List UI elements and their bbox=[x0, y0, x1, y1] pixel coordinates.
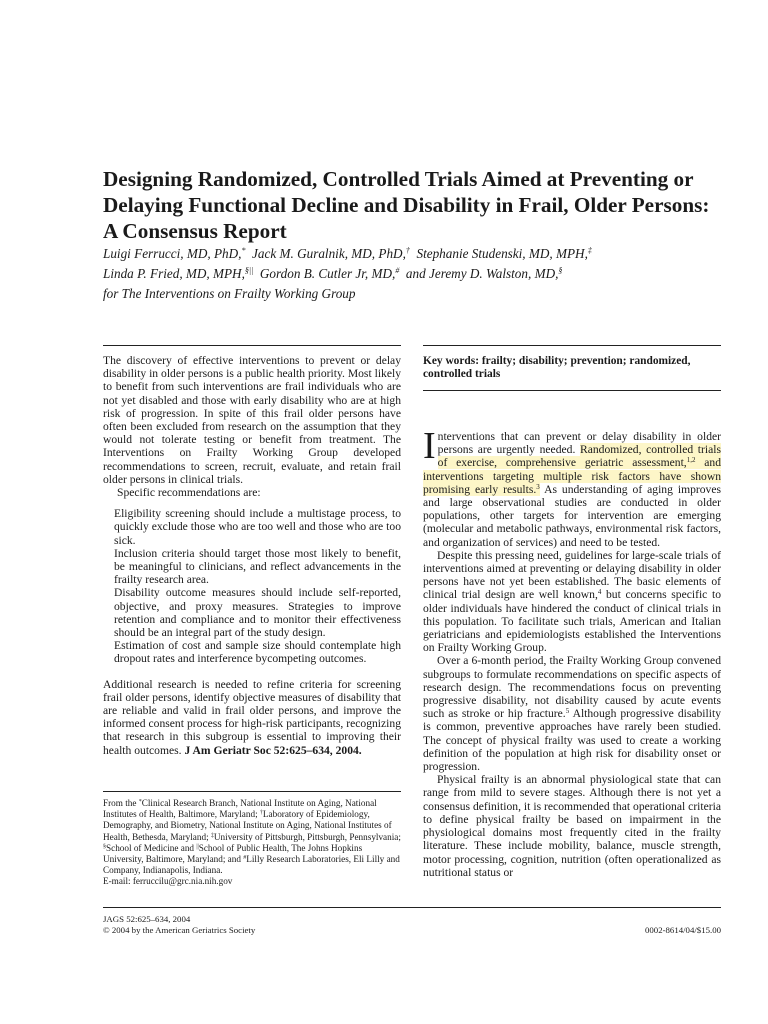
body-text: As understanding of aging improves and large observational studies are conducted in older populations, other targets for intervention are emerging (molecular and metabolic pathways, environmental risk factors, and organization of services) and need to be tested. bbox=[423, 482, 721, 549]
author-mark: §|| bbox=[244, 266, 254, 275]
affiliation-text: School of Public Health, The Johns Hopkins University, Baltimore, Maryland; and bbox=[103, 842, 363, 865]
recommendation-item: Inclusion criteria should target those most likely to benefit, be meaningful to clinicians, and reflect advancements in the frailty research area. bbox=[114, 546, 401, 587]
author-mark: # bbox=[395, 266, 400, 275]
author-mark: § bbox=[558, 266, 563, 275]
body-text: but concerns specific to older individuals have hindered the conduct of clinical trials in this population. To facilitate such trials, American and Italian geriatricians and epidemiologists established the Interventions on Frailty Working Group. bbox=[423, 588, 721, 655]
body-text: Although progressive disability is common, preventive approaches have rarely been studied. The concept of physical frailty was used to create a working definition of the population at high risk for disability onset or progression. bbox=[423, 707, 721, 774]
body-text: Over a 6-month period, the Frailty Working Group convened subgroups to formulate recommendations on specific aspects of research design. The recommendations focus on preventing progressive disability, not disability caused by acute events such as stroke or hip fracture. bbox=[423, 654, 721, 721]
keywords-line bbox=[423, 355, 721, 368]
author-mark: * bbox=[241, 246, 246, 255]
affiliation-text: From the bbox=[103, 798, 139, 808]
author-mark: ‡ bbox=[587, 246, 592, 255]
footer-rule bbox=[103, 907, 721, 908]
author-name: Linda P. Fried, MD, MPH, bbox=[103, 266, 245, 281]
article-body bbox=[423, 425, 721, 879]
title-line: Designing Randomized, Controlled Trials Aimed at Preventing or bbox=[103, 167, 694, 191]
keywords-bottom-rule bbox=[423, 390, 721, 391]
body-paragraph bbox=[423, 654, 721, 773]
reference-mark[interactable]: 5 bbox=[565, 707, 570, 716]
affiliation-mark: || bbox=[196, 843, 199, 850]
conclusion-text: Additional research is needed to refine criteria for screening frail older persons, identify objective measures of disability that are reliable and valid in frail older persons, and improve the informed consent process for high-risk participants, recognizing that research in this subgroup is essential to improving their health outcomes. bbox=[103, 677, 401, 757]
abstract-conclusion bbox=[103, 678, 401, 757]
reference-mark[interactable]: 4 bbox=[597, 588, 602, 597]
affiliation-text: Laboratory of Epidemiology, Demography, and Biometry, National Institute on Aging, National Institutes of Health, Bethesda, Maryland; bbox=[103, 809, 392, 842]
reference-mark[interactable]: 1,2 bbox=[686, 456, 696, 465]
author-list bbox=[103, 244, 743, 304]
affiliation-mark: * bbox=[138, 799, 142, 805]
recommendation-item: Estimation of cost and sample size should contemplate high dropout rates and interference bycompeting outcomes. bbox=[114, 639, 401, 666]
body-text: Despite this pressing need, guidelines for large-scale trials of interventions aimed at preventing or delaying disability in older persons have not yet been established. The basic elements of clinical trial design are well known, bbox=[423, 548, 721, 602]
recommendations-label: Specific recommendations are: bbox=[117, 486, 261, 500]
working-group-line: for The Interventions on Frailty Working Group bbox=[103, 286, 356, 301]
keywords-line: controlled trials bbox=[423, 368, 501, 380]
title-line: Delaying Functional Decline and Disability in Frail, Older Persons: bbox=[103, 193, 710, 217]
author-name: and Jeremy D. Walston, MD, bbox=[405, 266, 559, 281]
affiliation-text: Clinical Research Branch, National Institute on Aging, National Institutes of Health, Baltimore, Maryland; bbox=[103, 798, 377, 820]
recommendation-item: Eligibility screening should include a multistage process, to quickly exclude those who are too well and those who are too sick. bbox=[114, 507, 401, 547]
recommendation-item: Disability outcome measures should include self-reported, objective, and proxy measures. Strategies to improve retention and compliance and to monitor their effectiveness should be an integral part of the study design. bbox=[114, 586, 401, 640]
contact-email: E-mail: ferruccilu@grc.nia.nih.gov bbox=[103, 876, 233, 887]
author-line bbox=[103, 264, 743, 284]
affiliation-text: Lilly Research Laboratories, Eli Lilly and Company, Indianapolis, Indiana. bbox=[103, 854, 400, 876]
title-line: A Consensus Report bbox=[103, 219, 287, 243]
body-text: nterventions that can prevent or delay disability in older persons are urgently needed. bbox=[437, 430, 721, 457]
footer-code: 0002-8614/04/$15.00 bbox=[645, 925, 721, 935]
author-name: Luigi Ferrucci, MD, PhD, bbox=[103, 246, 242, 261]
affiliation-rule bbox=[103, 791, 401, 792]
article-title bbox=[103, 166, 743, 244]
affiliation-text: University of Pittsburgh, Pittsburgh, Pennsylvania; bbox=[213, 831, 401, 842]
reference-mark[interactable]: 3 bbox=[536, 482, 540, 491]
keywords-text: frailty; disability; prevention; randomized, bbox=[481, 355, 691, 367]
affiliation-mark: † bbox=[259, 810, 263, 817]
abstract-intro: The discovery of effective interventions to prevent or delay disability in older persons is a public health priority. Most likely to benefit from such interventions are frail individuals who are not yet disabled and those with early disability who are at high risk of progression. In spite of this frail older persons have often been excluded from research on the assumption that they would not tolerate testing or benefit from treatment. The Interventions on Frailty Working Group developed recommendations to screen, recruit, evaluate, and retain frail older persons in clinical trials. bbox=[103, 354, 401, 486]
body-paragraph: Physical frailty is an abnormal physiological state that can range from mild to severe stages. Although there is not yet a consensus definition, it is recommended that operational criteria to define physical frailty be based on impairment in the physiological domains most frequently cited in the frailty literature. These include mobility, balance, muscle strength, motor processing, cognition, nutrition (often operationalized as nutritional status or bbox=[423, 773, 721, 879]
journal-citation: J Am Geriatr Soc 52:625–634, 2004. bbox=[184, 743, 362, 757]
keywords-label: Key words: bbox=[423, 355, 479, 367]
keywords bbox=[423, 355, 721, 381]
affiliation-text: School of Medicine and bbox=[106, 842, 197, 853]
body-text: Randomized, controlled trials of exercise, comprehensive geriatric assessment, bbox=[437, 443, 721, 470]
body-paragraph bbox=[423, 549, 721, 655]
footer-journal: JAGS 52:625–634, 2004 bbox=[103, 914, 191, 924]
author-name: Jack M. Guralnik, MD, PhD, bbox=[252, 246, 406, 261]
recommendations-list bbox=[114, 507, 401, 665]
abstract bbox=[103, 354, 401, 757]
affiliation-mark: # bbox=[243, 855, 247, 862]
author-name: Gordon B. Cutler Jr, MD, bbox=[259, 266, 396, 281]
keywords-top-rule bbox=[423, 345, 721, 346]
drop-cap: I bbox=[423, 425, 436, 467]
footer-citation bbox=[103, 914, 255, 936]
affiliation-mark: § bbox=[103, 843, 106, 850]
body-text: and interventions targeting multiple risk factors have shown promising early results. bbox=[423, 456, 721, 496]
body-paragraph bbox=[423, 425, 721, 549]
author-mark: † bbox=[405, 246, 410, 255]
affiliation-mark: ‡ bbox=[210, 832, 214, 839]
footer-copyright: © 2004 by the American Geriatrics Society bbox=[103, 925, 256, 935]
author-name: Stephanie Studenski, MD, MPH, bbox=[416, 246, 588, 261]
abstract-top-rule bbox=[103, 345, 401, 346]
author-line bbox=[103, 244, 743, 264]
affiliation-note bbox=[103, 798, 401, 888]
